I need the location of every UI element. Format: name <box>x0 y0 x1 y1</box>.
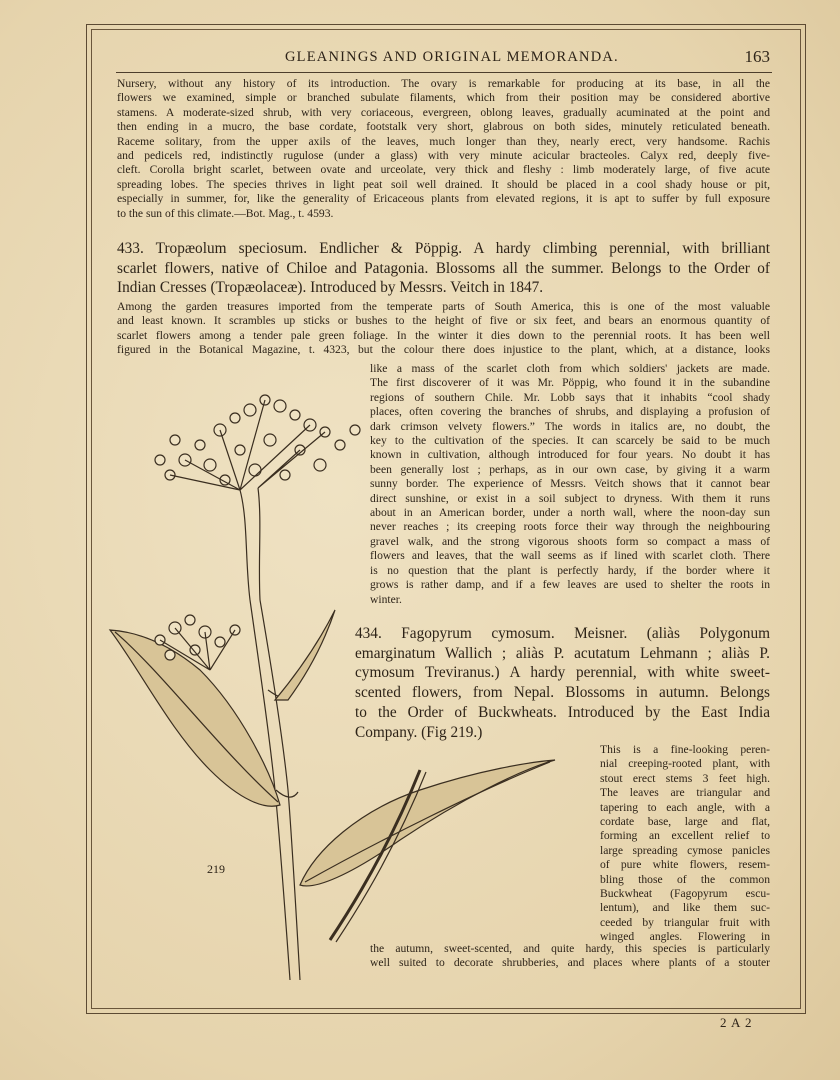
text-line: This is a fine-looking peren- <box>600 743 770 756</box>
text-line: figured in the Botanical Magazine, t. 4323, but the colour there does injustice to the plant, which, at a distance, looks <box>117 343 770 357</box>
text-line: sunny border. The experience of Messrs. Veitch shows that it cannot bear <box>370 477 770 491</box>
text-line: places, often covering the branches of shrubs, and displaying a profusion of <box>370 405 770 419</box>
heading-line: to the Order of Buckwheats. Introduced by the East India <box>355 703 770 721</box>
text-line: direct sunshine, or exist in a soil subject to dryness. With them it runs <box>370 491 770 505</box>
text-line: dark crimson velvety flowers.” The words in italics are, no doubt, the <box>370 419 770 433</box>
text-line: Nursery, without any history of its introduction. The ovary is remarkable for producing at its base, in all the <box>117 77 770 90</box>
figure-number: 219 <box>207 862 225 876</box>
text-line: of pure white flowers, resem- <box>600 858 770 872</box>
heading-line: cymosum Treviranus.) A hardy perennial, with white sweet- <box>355 664 770 682</box>
intro-paragraph <box>117 77 770 221</box>
text-line: ceeded by triangular fruit with <box>600 915 770 929</box>
text-line: large spreading cymose panicles <box>600 843 770 857</box>
entry-434-column-text <box>600 743 770 945</box>
text-line: winged angles. Flowering in <box>600 930 770 944</box>
text-line: nial creeping-rooted plant, with <box>600 757 770 771</box>
text-line: been generally lost ; perhaps, as in our own case, by giving it a warm <box>370 462 770 476</box>
text-line: well suited to decorate shrubberies, and places where plants of a stouter <box>370 956 770 970</box>
text-line: and pedicels red, indistinctly rugulose (under a glass) with very minute acicular bracteoles. Calyx red, deeply five- <box>117 149 770 163</box>
entry-433-heading <box>117 239 770 298</box>
text-line: stout erect stems 3 feet high. <box>600 771 770 785</box>
heading-line: 433. Tropæolum speciosum. Endlicher & Pöppig. A hardy climbing perennial, with brilliant <box>117 240 770 257</box>
text-line: flowers we examined, simple or branched subulate filaments, which from their position may be considered abortive <box>117 91 770 105</box>
text-line: then ending in a mucro, the base cordate, footstalk very short, glabrous on both sides, minutely reticulated beneath. <box>117 120 770 134</box>
heading-line: 434. Fagopyrum cymosum. Meisner. (aliàs Polygonum <box>355 625 770 642</box>
running-head: GLEANINGS AND ORIGINAL MEMORANDA. <box>285 49 619 65</box>
text-line: cordate base, large and flat, <box>600 815 770 829</box>
text-line: tapering to each angle, with a <box>600 800 770 814</box>
text-line: Raceme solitary, from the upper axils of the leaves, much longer than they, nearly erect, very handsome. Rachis <box>117 134 770 148</box>
text-line: key to the cultivation of the species. It can scarcely be said to be much <box>370 434 770 448</box>
text-line: like a mass of the scarlet cloth from which soldiers' jackets are made. <box>370 362 770 375</box>
text-line: the autumn, sweet-scented, and quite hardy, this species is particularly <box>370 942 770 955</box>
text-line: grows is rather damp, and if a few leaves are used to shelter the roots in <box>370 578 770 592</box>
text-line: flowers and leaves, that the wall seems as if lined with scarlet cloth. There <box>370 549 770 563</box>
text-line: regions of southern Chile. Mr. Lobb says that it inhabits “cool shady <box>370 390 770 404</box>
text-line: gravel walk, and the strong vigorous shoots form so compact a mass of <box>370 534 770 548</box>
entry-433-text <box>117 300 770 358</box>
text-line: never reaches ; its creeping roots force their way through the neighbouring <box>370 520 770 534</box>
text-line: scarlet flowers among a tender pale green foliage. In the winter it dies down to the perennial roots. It has been well <box>117 328 770 342</box>
text-line: stamens. A moderate-sized shrub, with very coriaceous, evergreen, oblong leaves, gradually acuminated at the point and <box>117 105 770 119</box>
heading-line: emarginatum Wallich ; aliàs P. acutatum Lehmann ; aliàs P. <box>355 644 770 662</box>
heading-line: Company. (Fig 219.) <box>355 723 483 741</box>
text-line: bling those of the common <box>600 872 770 886</box>
text-line: forming an excellent relief to <box>600 829 770 843</box>
text-line: is no question that the plant is perfectly hardy, if the border where it <box>370 563 770 577</box>
text-line: Buckwheat (Fagopyrum escu- <box>600 887 770 901</box>
signature-mark: 2 A 2 <box>720 1015 753 1030</box>
text-line: winter. <box>370 592 402 606</box>
header-rule <box>116 72 772 73</box>
text-line: especially in summer, for, like the generality of Ericaceous plants from elevated regions, it is apt to suffer by full exposure <box>117 192 770 206</box>
page-number: 163 <box>744 47 770 66</box>
text-line: The leaves are triangular and <box>600 786 770 800</box>
fagopyrum-illustration <box>100 370 560 990</box>
text-line: cleft. Corolla bright scarlet, between ovate and urceolate, very thick and fleshy : limb moderately large, of five acute <box>117 163 770 177</box>
text-line: and least known. It scrambles up sticks or bushes to the height of five or six feet, and bears an enormous quantity of <box>117 314 770 328</box>
text-line: known in cultivation, although introduced for four years. No doubt it has <box>370 448 770 462</box>
text-line: Among the garden treasures imported from the temperate parts of South America, this is one of the most valuable <box>117 300 770 313</box>
heading-line: scarlet flowers, native of Chiloe and Patagonia. Blossoms all the summer. Belongs to the Order of <box>117 259 770 277</box>
text-line: spreading lobes. The species thrives in light peat soil well drained. It should be placed in a cool shady house or pit, <box>117 177 770 191</box>
text-line: to the sun of this climate.—Bot. Mag., t. 4593. <box>117 206 334 220</box>
heading-line: scented flowers, from Nepal. Blossoms in autumn. Belongs <box>355 684 770 702</box>
text-line: The first discoverer of it was Mr. Pöppig, who found it in the subandine <box>370 376 770 390</box>
text-line: about in an American border, under a north wall, where the noon-day sun <box>370 506 770 520</box>
heading-line: Indian Cresses (Tropæolaceæ). Introduced by Messrs. Veitch in 1847. <box>117 279 544 297</box>
text-line: lentum), and like them suc- <box>600 901 770 915</box>
